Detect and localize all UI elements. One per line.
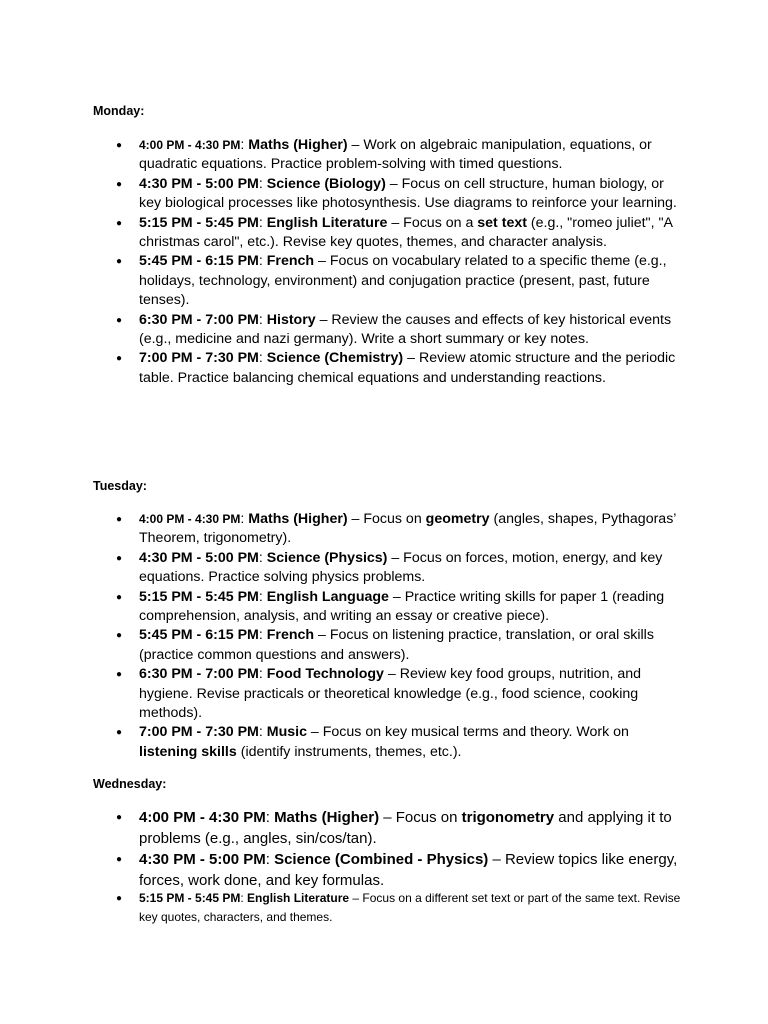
list-item [0, 510, 768, 549]
session-pre: – Focus on a [387, 214, 478, 231]
bullet-icon: ● [116, 178, 123, 190]
bullet-icon: ● [116, 217, 123, 229]
session-time: 7:00 PM - 7:30 PM [139, 350, 259, 367]
list-item [0, 588, 768, 627]
bullet-icon: ● [116, 256, 123, 268]
session-description: (identify instruments, themes, etc.). [236, 743, 462, 760]
session-description: – Review the causes and effects of key historical events (e.g., medicine and nazi germany). Write a short summary or key notes. [139, 311, 672, 348]
list-item [0, 665, 768, 723]
bullet-icon: ● [116, 314, 123, 326]
session-time: 5:45 PM - 6:15 PM [139, 253, 259, 270]
session-subject: Maths (Higher) [274, 809, 380, 826]
session-description: – Review key food groups, nutrition, and hygiene. Revise practicals or theoretical knowledge (e.g., food science, cooking methods). [139, 666, 642, 722]
session-time: 4:30 PM - 5:00 PM [139, 851, 266, 868]
session-subject: English Literature [266, 214, 388, 231]
session-subject: English Language [266, 588, 389, 605]
session-time: 5:15 PM - 5:45 PM [139, 588, 259, 605]
bullet-icon: ● [116, 812, 123, 823]
session-subject: Science (Physics) [266, 549, 388, 566]
session-subject: French [266, 627, 315, 644]
list-item [0, 311, 768, 350]
list-item [0, 626, 768, 665]
separator: : [240, 891, 248, 905]
emphasis-text: set text [477, 214, 527, 231]
session-subject: English Literature [247, 891, 350, 905]
wednesday-heading: Wednesday: [93, 777, 167, 791]
list-item [0, 252, 768, 310]
session-time: 4:00 PM - 4:30 PM [139, 138, 241, 152]
session-subject: Music [266, 724, 307, 741]
session-subject: Maths (Higher) [248, 511, 348, 527]
session-description: – Focus on forces, motion, energy, and key equations. Practice solving physics problems. [139, 549, 663, 586]
list-item [0, 807, 768, 849]
session-subject: Science (Biology) [266, 175, 386, 192]
monday-list [0, 136, 768, 388]
bullet-icon: ● [116, 552, 123, 564]
session-subject: French [266, 253, 315, 270]
session-description: and applying it to problems (e.g., angles, sin/cos/tan). [139, 809, 672, 847]
session-description: – Focus on cell structure, human biology, or key biological processes like photosynthesis. Use diagrams to reinforce your learning. [139, 175, 677, 212]
bullet-icon: ● [116, 630, 123, 642]
session-time: 5:15 PM - 5:45 PM [139, 214, 259, 231]
session-time: 6:30 PM - 7:00 PM [139, 666, 259, 683]
separator: : [265, 851, 275, 868]
session-time: 5:45 PM - 6:15 PM [139, 627, 259, 644]
session-subject: Food Technology [266, 666, 384, 683]
separator: : [258, 214, 267, 231]
separator: : [258, 627, 267, 644]
session-time: 5:15 PM - 5:45 PM [139, 891, 241, 905]
bullet-icon: ● [116, 727, 123, 739]
list-item [0, 349, 768, 388]
session-description: (e.g., "romeo juliet", "A christmas carol", etc.). Revise key quotes, themes, and character analysis. [139, 214, 673, 251]
session-description: (angles, shapes, Pythagoras’ Theorem, trigonometry). [139, 511, 676, 547]
list-item [0, 723, 768, 762]
bullet-icon: ● [116, 854, 123, 865]
session-time: 4:30 PM - 5:00 PM [139, 549, 259, 566]
separator: : [240, 137, 249, 153]
session-time: 4:30 PM - 5:00 PM [139, 175, 259, 192]
list-item [0, 136, 768, 175]
session-description: – Review topics like energy, forces, work done, and key formulas. [139, 851, 678, 889]
monday-heading: Monday: [93, 104, 145, 118]
tuesday-heading: Tuesday: [93, 479, 147, 493]
session-description: – Focus on vocabulary related to a specific theme (e.g., holidays, technology, environment) and conjugation practice (present, past, future tenses). [139, 253, 667, 309]
session-pre: – Focus on [379, 809, 462, 826]
separator: : [258, 549, 267, 566]
session-description: – Focus on listening practice, translation, or oral skills (practice common questions and answers). [139, 627, 654, 663]
session-time: 7:00 PM - 7:30 PM [139, 724, 259, 741]
tuesday-list [0, 510, 768, 762]
separator: : [258, 175, 267, 192]
bullet-icon: ● [116, 140, 123, 151]
bullet-icon: ● [116, 591, 123, 603]
session-time: 6:30 PM - 7:00 PM [139, 311, 259, 328]
separator: : [240, 511, 249, 527]
bullet-icon: ● [116, 893, 123, 904]
session-description: – Focus on a different set text or part of the same text. Revise key quotes, characters, and themes. [139, 891, 681, 924]
separator: : [258, 588, 267, 605]
bullet-icon: ● [116, 514, 123, 525]
separator: : [258, 350, 267, 367]
session-pre: – Focus on [347, 511, 426, 527]
wednesday-list [0, 807, 768, 891]
session-description: – Work on algebraic manipulation, equations, or quadratic equations. Practice problem-solving with timed questions. [139, 137, 652, 173]
session-description: – Practice writing skills for paper 1 (reading comprehension, analysis, and writing an essay or creative piece). [139, 588, 665, 625]
session-time: 4:00 PM - 4:30 PM [139, 809, 266, 826]
list-item [0, 549, 768, 588]
list-item [0, 889, 768, 927]
session-subject: Science (Chemistry) [266, 350, 404, 367]
list-item [0, 849, 768, 891]
emphasis-text: trigonometry [461, 809, 555, 826]
list-item [0, 214, 768, 253]
session-subject: Science (Combined - Physics) [274, 851, 489, 868]
separator: : [265, 809, 275, 826]
separator: : [258, 253, 267, 270]
separator: : [258, 311, 267, 328]
separator: : [258, 666, 267, 683]
wednesday-list-continued [0, 889, 768, 927]
bullet-icon: ● [116, 353, 123, 365]
session-description: – Review atomic structure and the periodic table. Practice balancing chemical equations and understanding reactions. [139, 350, 676, 386]
session-subject: History [266, 311, 316, 328]
emphasis-text: geometry [425, 511, 490, 527]
bullet-icon: ● [116, 669, 123, 681]
session-pre: – Focus on key musical terms and theory. Work on [306, 724, 629, 741]
list-item [0, 175, 768, 214]
emphasis-text: listening skills [139, 743, 237, 760]
session-subject: Maths (Higher) [248, 137, 348, 153]
separator: : [258, 724, 267, 741]
session-time: 4:00 PM - 4:30 PM [139, 512, 241, 526]
